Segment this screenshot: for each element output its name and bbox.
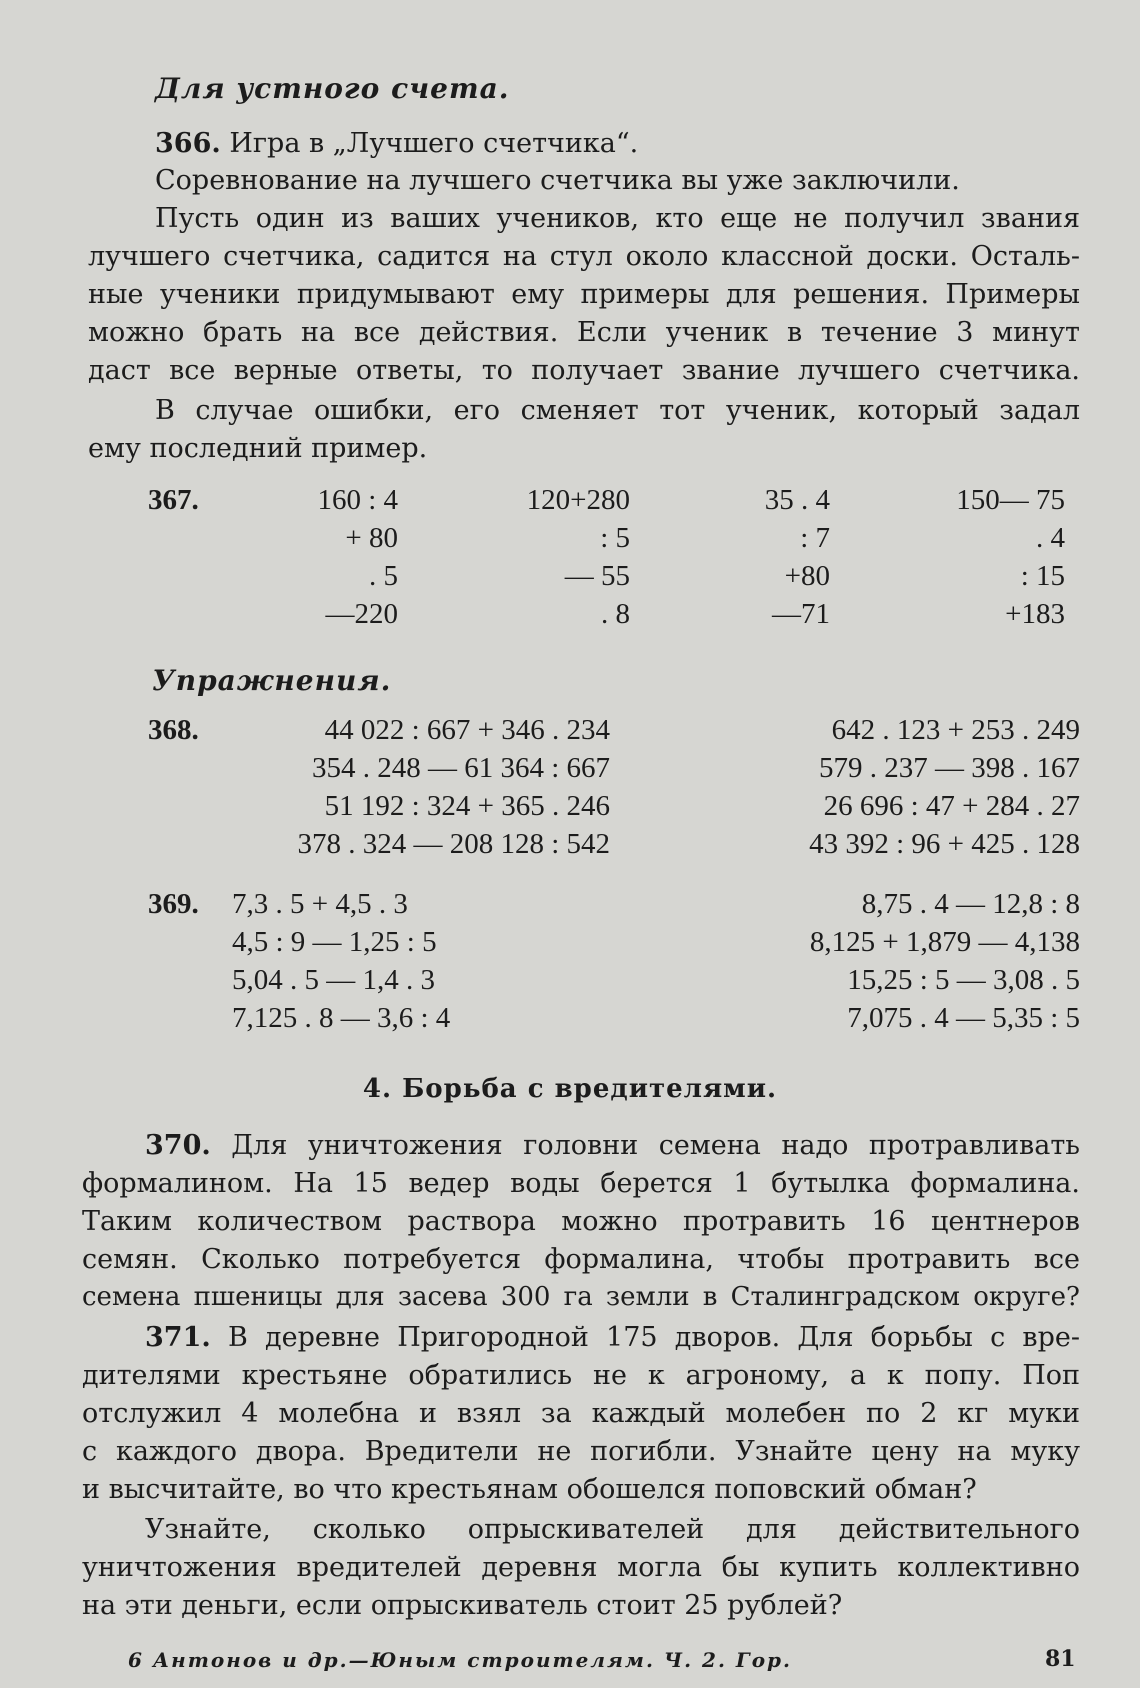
calc-cell: . 8 (601, 598, 630, 630)
calc-row: 51 192 : 324 + 365 . 246 (324, 790, 610, 822)
exercise-368-number: 368. (148, 714, 199, 746)
exercise-366-header (155, 128, 638, 159)
calc-cell: . 5 (369, 560, 398, 592)
calc-cell: 120+280 (526, 484, 630, 516)
exercise-number: 366. (155, 128, 221, 159)
exercises-heading: Упражнения. (152, 664, 392, 697)
calc-cell: : 7 (800, 522, 830, 554)
calc-row: 579 . 237 — 398 . 167 (819, 752, 1080, 784)
calc-row: 8,125 + 1,879 — 4,138 (809, 926, 1080, 958)
text-line: семена пшеницы для засева 300 га земли в Сталинградском округе? (82, 1282, 1080, 1312)
text-line: В деревне Пригородной 175 дворов. Для борьбы с вре- (227, 1322, 1080, 1353)
exercise-370-first-line (145, 1130, 1080, 1161)
text-line: Таким количеством раствора можно протравить 16 центнеров (82, 1206, 1080, 1237)
text-line: дителями крестьяне обратились не к агроному, а к попу. Поп (82, 1360, 1080, 1391)
calc-cell: —71 (772, 598, 830, 630)
exercise-title: Игра в „Лучшего счетчика“. (229, 128, 639, 159)
text-line: и высчитайте, во что крестьянам обошелся поповский обман? (82, 1474, 977, 1505)
calc-row: 5,04 . 5 — 1,4 . 3 (232, 964, 435, 996)
calc-row: 4,5 : 9 — 1,25 : 5 (232, 926, 437, 958)
text-line: с каждого двора. Вредители не погибли. Узнайте цену на муку (82, 1436, 1080, 1467)
calc-cell: : 15 (1020, 560, 1065, 592)
page-number: 81 (1045, 1646, 1076, 1672)
text-line: Пусть один из ваших учеников, кто еще не получил звания (155, 203, 1080, 234)
text-line: ные ученики придумывают ему примеры для решения. Примеры (88, 279, 1080, 310)
calc-row: 7,075 . 4 — 5,35 : 5 (847, 1002, 1080, 1034)
exercise-371-first-line (145, 1322, 1080, 1353)
calc-cell: : 5 (600, 522, 630, 554)
exercise-number: 371. (145, 1322, 211, 1353)
calc-cell: . 4 (1036, 522, 1065, 554)
text-line: Узнайте, сколько опрыскивателей для действительного (145, 1514, 1080, 1545)
calc-row: 8,75 . 4 — 12,8 : 8 (861, 888, 1080, 920)
text-line: отслужил 4 молебна и взял за каждый молебен по 2 кг муки (82, 1398, 1080, 1429)
exercise-number: 370. (145, 1130, 211, 1161)
calc-cell: +183 (1005, 598, 1065, 630)
text-line: можно брать на все действия. Если ученик в течение 3 минут (88, 317, 1080, 348)
calc-cell: — 55 (564, 560, 630, 592)
calc-row: 378 . 324 — 208 128 : 542 (297, 828, 610, 860)
exercise-369-number: 369. (148, 888, 199, 920)
calc-row: 26 696 : 47 + 284 . 27 (823, 790, 1080, 822)
calc-cell: 35 . 4 (764, 484, 830, 516)
section-title: 4. Борьба с вредителями. (362, 1074, 778, 1104)
calc-row: 43 392 : 96 + 425 . 128 (809, 828, 1080, 860)
text-line: уничтожения вредителей деревня могла бы купить коллективно (82, 1552, 1080, 1583)
text-line: семян. Сколько потребуется формалина, чтобы протравить все (82, 1244, 1080, 1275)
footer-signature: 6 Антонов и др.—Юным строителям. Ч. 2. Гор. (128, 1648, 792, 1672)
calc-cell: + 80 (345, 522, 398, 554)
calc-cell: 150— 75 (956, 484, 1065, 516)
text-line: даст все верные ответы, то получает звание лучшего счетчика. (88, 355, 1080, 386)
calc-cell: —220 (325, 598, 398, 630)
calc-row: 354 . 248 — 61 364 : 667 (311, 752, 610, 784)
calc-cell: 160 : 4 (317, 484, 398, 516)
text-line: Для уничтожения головни семена надо протравливать (231, 1130, 1080, 1161)
text-line: ему последний пример. (88, 433, 428, 464)
calc-cell: +80 (784, 560, 830, 592)
text-line: лучшего счетчика, садится на стул около классной доски. Осталь- (88, 241, 1080, 272)
text-line: В случае ошибки, его сменяет тот ученик, который задал (155, 395, 1080, 426)
exercise-367-number: 367. (148, 484, 199, 516)
calc-row: 15,25 : 5 — 3,08 . 5 (847, 964, 1080, 996)
oral-heading: Для устного счета. (155, 72, 510, 105)
calc-row: 44 022 : 667 + 346 . 234 (324, 714, 610, 746)
calc-row: 642 . 123 + 253 . 249 (831, 714, 1080, 746)
text-line: формалином. На 15 ведер воды берется 1 бутылка формалина. (82, 1168, 1080, 1199)
calc-row: 7,3 . 5 + 4,5 . 3 (232, 888, 408, 920)
text-line: на эти деньги, если опрыскиватель стоит 25 рублей? (82, 1590, 843, 1621)
calc-row: 7,125 . 8 — 3,6 : 4 (232, 1002, 451, 1034)
text-line: Соревнование на лучшего счетчика вы уже заключили. (155, 165, 960, 196)
